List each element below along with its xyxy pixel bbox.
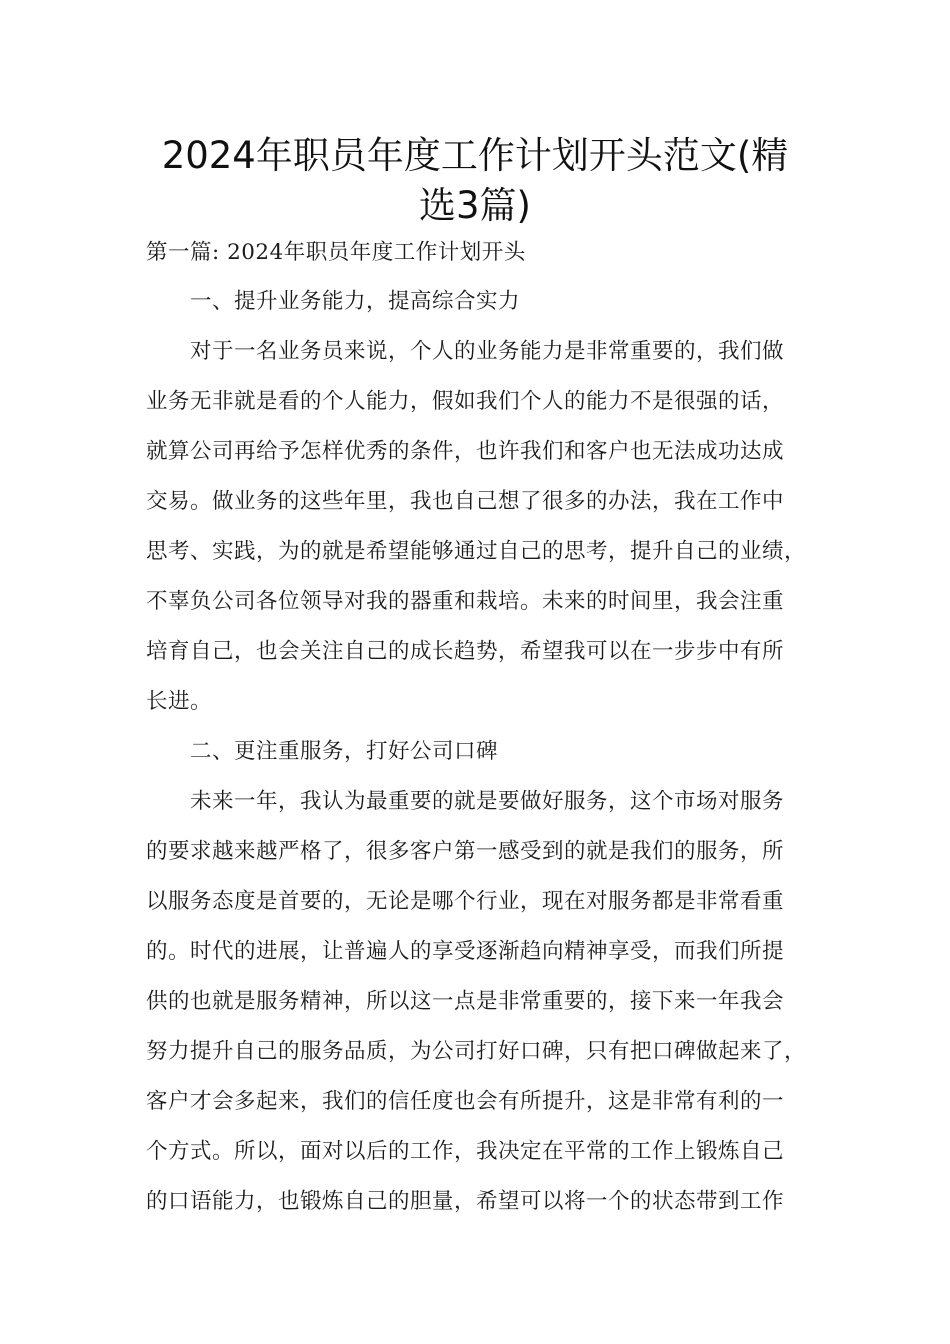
paragraph-line: 业务无非就是看的个人能力，假如我们个人的能力不是很强的话， (146, 389, 785, 414)
subheading-1: 一、提升业务能力，提高综合实力 (190, 289, 521, 314)
paragraph-line: 的口语能力，也锻炼自己的胆量，希望可以将一个的状态带到工作 (146, 1189, 785, 1214)
paragraph-line: 个方式。所以，面对以后的工作，我决定在平常的工作上锻炼自己 (146, 1139, 785, 1164)
paragraph-line: 未来一年，我认为最重要的就是要做好服务，这个市场对服务 (190, 789, 785, 814)
paragraph-line: 对于一名业务员来说，个人的业务能力是非常重要的，我们做 (190, 339, 785, 364)
paragraph-line: 就算公司再给予怎样优秀的条件，也许我们和客户也无法成功达成 (146, 439, 785, 464)
title-line-1: 2024年职员年度工作计划开头范文(精 (161, 134, 789, 177)
paragraph-line: 不辜负公司各位领导对我的器重和栽培。未来的时间里，我会注重 (146, 589, 785, 614)
paragraph-line: 供的也就是服务精神，所以这一点是非常重要的，接下来一年我会 (146, 989, 785, 1014)
paragraph-line: 长进。 (146, 689, 213, 714)
paragraph-line: 的。时代的进展，让普遍人的享受逐渐趋向精神享受，而我们所提 (146, 939, 785, 964)
paragraph-line: 客户才会多起来，我们的信任度也会有所提升，这是非常有利的一 (146, 1089, 785, 1114)
paragraph-line: 交易。做业务的这些年里，我也自己想了很多的办法，我在工作中 (146, 489, 785, 514)
paragraph-line: 努力提升自己的服务品质，为公司打好口碑，只有把口碑做起来了， (146, 1039, 807, 1064)
subheading-2: 二、更注重服务，打好公司口碑 (190, 739, 499, 764)
paragraph-line: 以服务态度是首要的，无论是哪个行业，现在对服务都是非常看重 (146, 889, 785, 914)
document-title (120, 131, 830, 231)
section-heading: 第一篇: 2024年职员年度工作计划开头 (146, 240, 526, 265)
title-line-2: 选3篇) (419, 184, 531, 227)
paragraph-line: 思考、实践，为的就是希望能够通过自己的思考，提升自己的业绩， (146, 539, 807, 564)
paragraph-line: 的要求越来越严格了，很多客户第一感受到的就是我们的服务，所 (146, 839, 785, 864)
paragraph-line: 培育自己，也会关注自己的成长趋势，希望我可以在一步步中有所 (146, 639, 785, 664)
